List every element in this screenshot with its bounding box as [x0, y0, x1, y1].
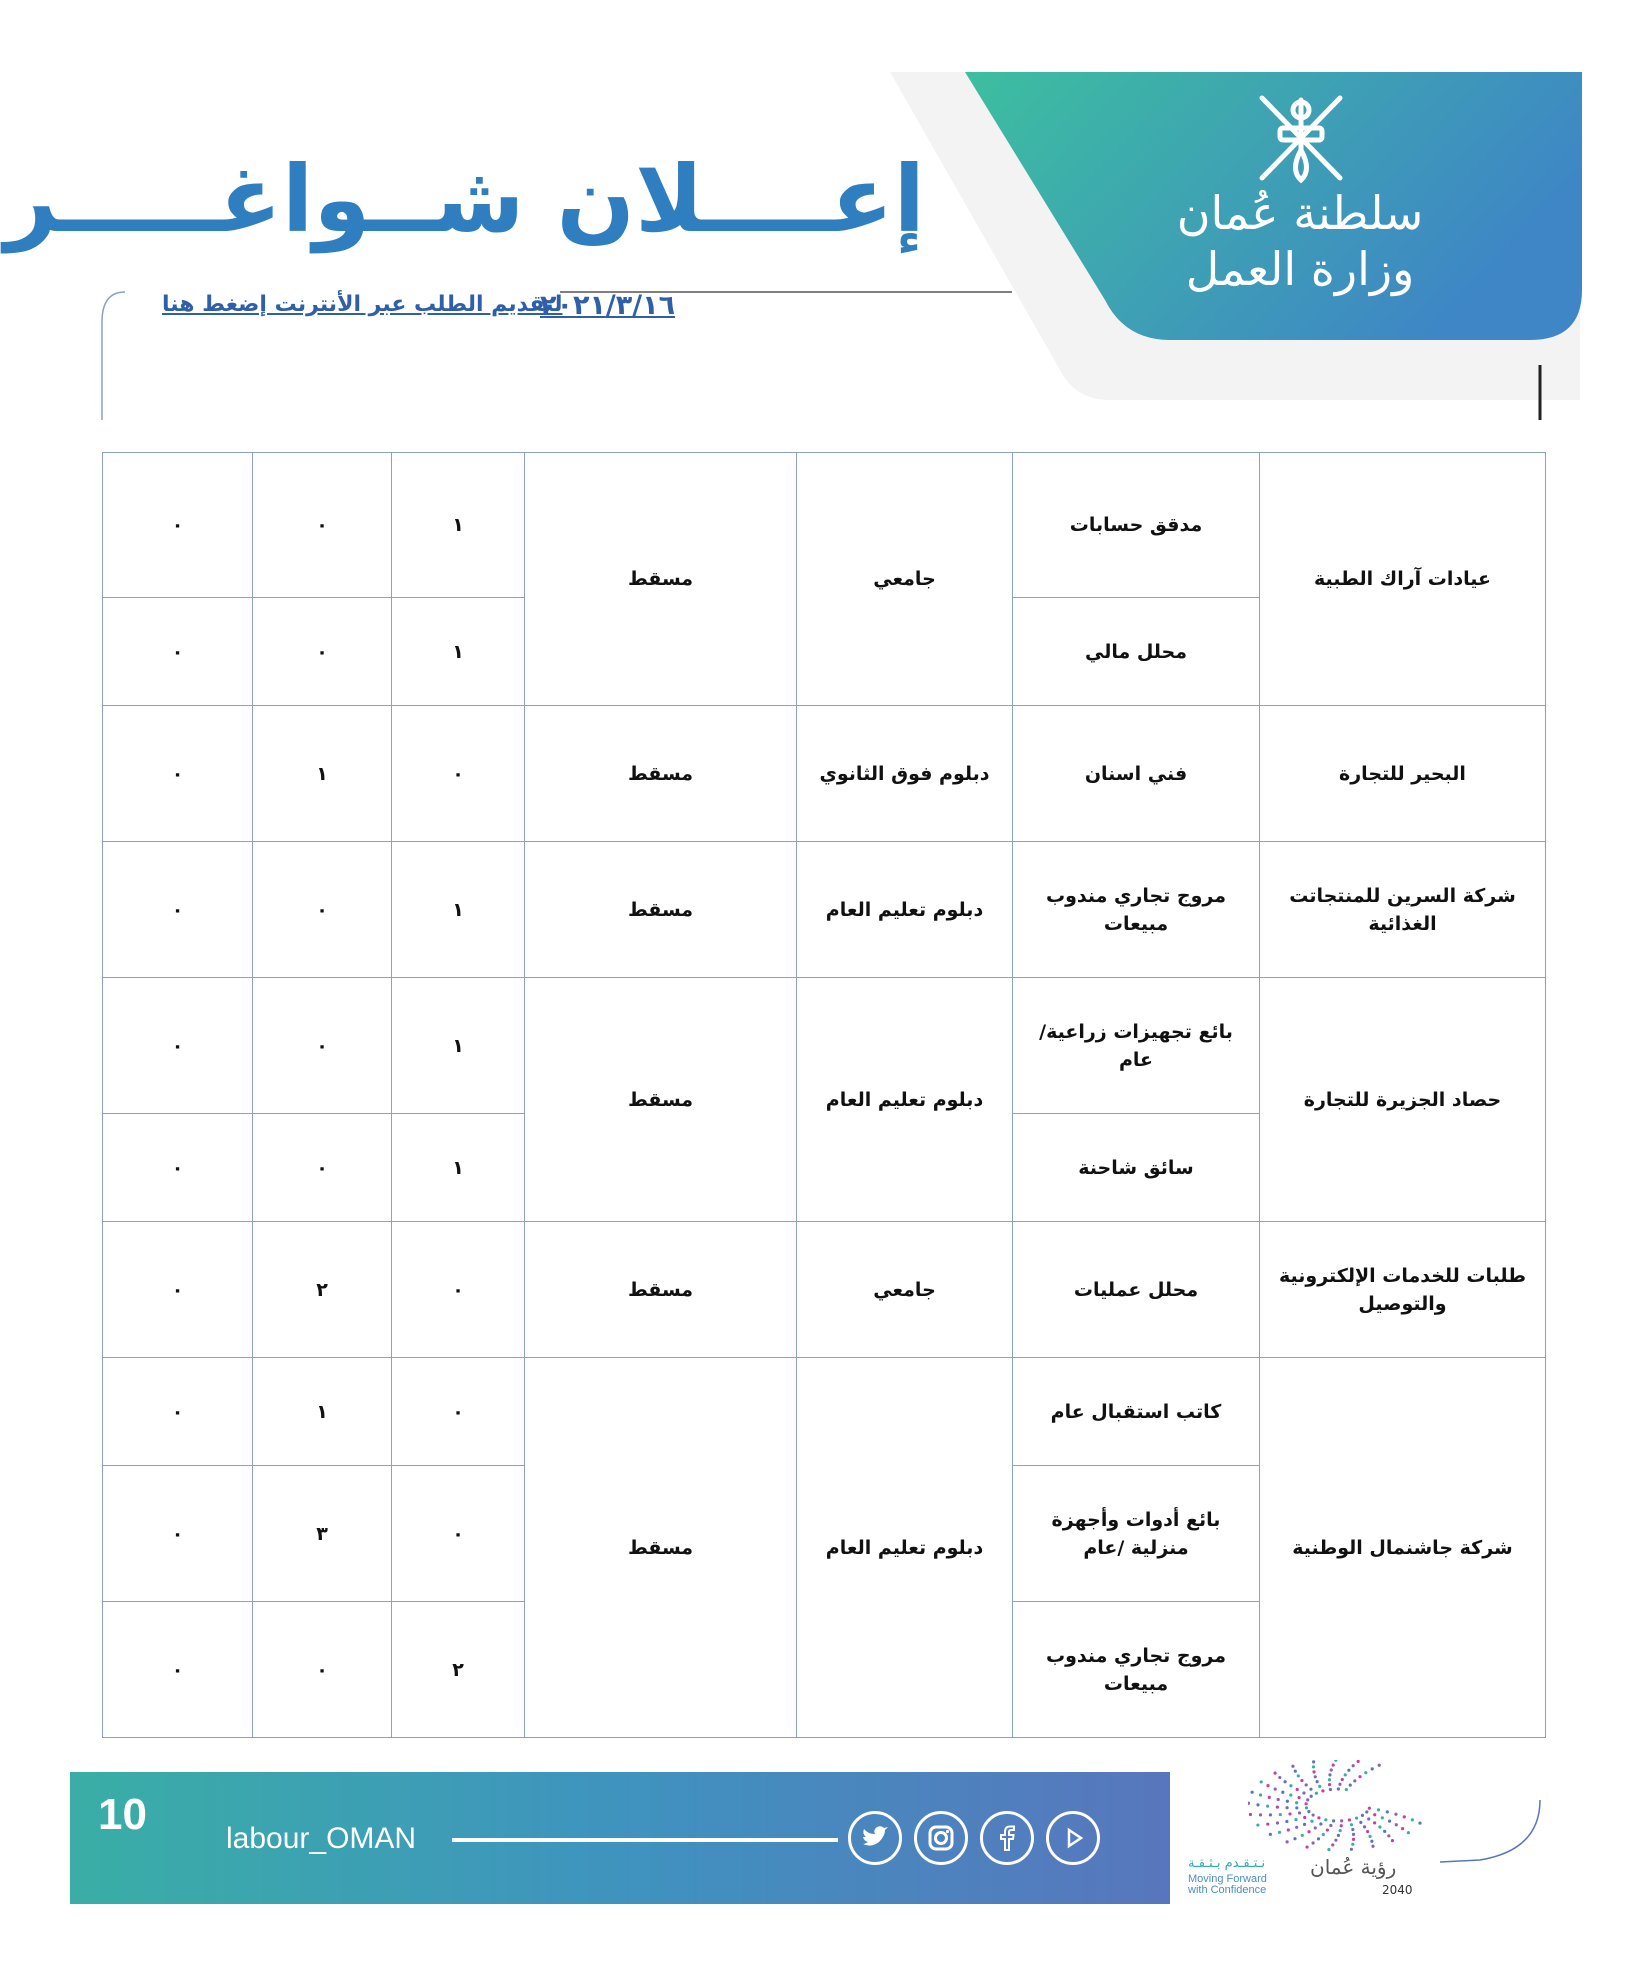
- tagline-english-line2: with Confidence: [1188, 1884, 1267, 1896]
- count-cell: ٠: [253, 453, 392, 598]
- announcement-date-link[interactable]: ٢٠٢١/٣/١٦: [540, 290, 676, 321]
- location-cell: مسقط: [525, 453, 797, 706]
- count-cell: ١: [392, 1114, 525, 1222]
- count-cell: ٠: [392, 1466, 525, 1602]
- location-cell: مسقط: [525, 842, 797, 978]
- handle-underline: [452, 1838, 838, 1842]
- social-handle: labour_OMAN: [226, 1822, 417, 1855]
- location-cell: مسقط: [525, 1358, 797, 1738]
- qualification-cell: جامعي: [797, 1222, 1013, 1358]
- count-cell: ٠: [392, 1222, 525, 1358]
- instagram-icon[interactable]: [914, 1811, 968, 1865]
- count-cell: ٠: [103, 706, 253, 842]
- company-cell: شركة جاشنمال الوطنية: [1260, 1358, 1546, 1738]
- job-title-cell: مروج تجاري مندوب مبيعات: [1013, 842, 1260, 978]
- ministry-name-line1: سلطنة عُمان: [1176, 186, 1424, 240]
- vacancies-table: [102, 452, 1546, 1738]
- company-cell: شركة السرين للمنتجاتت الغذائية: [1260, 842, 1546, 978]
- company-cell: حصاد الجزيرة للتجارة: [1260, 978, 1546, 1222]
- job-title-cell: محلل عمليات: [1013, 1222, 1260, 1358]
- company-cell: عيادات آراك الطبية: [1260, 453, 1546, 706]
- count-cell: ٠: [103, 1602, 253, 1738]
- qualification-cell: دبلوم فوق الثانوي: [797, 706, 1013, 842]
- job-title-cell: بائع أدوات وأجهزة منزلية /عام: [1013, 1466, 1260, 1602]
- count-cell: ٠: [253, 598, 392, 706]
- company-cell: البحير للتجارة: [1260, 706, 1546, 842]
- left-frame-line: [102, 292, 125, 420]
- ministry-name-line2: وزارة العمل: [1185, 242, 1415, 296]
- vision-2040-emblem-icon: [1248, 1760, 1448, 1860]
- count-cell: ٢: [253, 1222, 392, 1358]
- job-title-cell: مدقق حسابات: [1013, 453, 1260, 598]
- count-cell: ٠: [253, 1602, 392, 1738]
- qualification-cell: دبلوم تعليم العام: [797, 1358, 1013, 1738]
- table-row: [103, 706, 1546, 842]
- job-title-cell: بائع تجهيزات زراعية/عام: [1013, 978, 1260, 1114]
- twitter-icon[interactable]: [848, 1811, 902, 1865]
- count-cell: ٠: [103, 1114, 253, 1222]
- count-cell: ٠: [103, 453, 253, 598]
- facebook-icon[interactable]: [980, 1811, 1034, 1865]
- page-number: 10: [98, 1790, 147, 1839]
- footer-frame-curve: [1440, 1800, 1550, 1880]
- count-cell: ٠: [103, 1222, 253, 1358]
- tagline-english: [1188, 1874, 1267, 1896]
- count-cell: ١: [392, 978, 525, 1114]
- ministry-logo-text: [1165, 185, 1435, 297]
- count-cell: ١: [253, 706, 392, 842]
- location-cell: مسقط: [525, 706, 797, 842]
- youtube-icon[interactable]: [1046, 1811, 1100, 1865]
- job-title-cell: محلل مالي: [1013, 598, 1260, 706]
- qualification-cell: دبلوم تعليم العام: [797, 842, 1013, 978]
- page-title: إعــــلان شــواغـــــر: [4, 146, 925, 253]
- count-cell: ٠: [253, 842, 392, 978]
- count-cell: ٠: [103, 1466, 253, 1602]
- count-cell: ٢: [392, 1602, 525, 1738]
- count-cell: ٠: [103, 598, 253, 706]
- location-cell: مسقط: [525, 978, 797, 1222]
- qualification-cell: دبلوم تعليم العام: [797, 978, 1013, 1222]
- vision-year: 2040: [1382, 1883, 1413, 1897]
- count-cell: ١: [253, 1358, 392, 1466]
- count-cell: ٣: [253, 1466, 392, 1602]
- count-cell: ٠: [392, 706, 525, 842]
- tagline-english-line1: Moving Forward: [1188, 1873, 1267, 1885]
- table-row: [103, 842, 1546, 978]
- count-cell: ٠: [103, 842, 253, 978]
- job-title-cell: فني اسنان: [1013, 706, 1260, 842]
- count-cell: ١: [392, 598, 525, 706]
- table-row: [103, 1222, 1546, 1358]
- job-title-cell: سائق شاحنة: [1013, 1114, 1260, 1222]
- vision-logo-text: رؤية عُمان: [1310, 1855, 1397, 1879]
- count-cell: ١: [392, 842, 525, 978]
- count-cell: ٠: [253, 1114, 392, 1222]
- count-cell: ٠: [103, 978, 253, 1114]
- job-title-cell: مروج تجاري مندوب مبيعات: [1013, 1602, 1260, 1738]
- count-cell: ٠: [392, 1358, 525, 1466]
- qualification-cell: جامعي: [797, 453, 1013, 706]
- count-cell: ٠: [253, 978, 392, 1114]
- table-row: [103, 978, 1546, 1114]
- apply-online-link[interactable]: لتقديم الطلب عبر الأنترنت إضغط هنا: [162, 292, 563, 317]
- table-row: [103, 453, 1546, 598]
- tagline-arabic: نـتـقـدم بـثـقـة: [1188, 1856, 1266, 1871]
- table-row: [103, 1358, 1546, 1466]
- company-cell: طلبات للخدمات الإلكترونية والتوصيل: [1260, 1222, 1546, 1358]
- count-cell: ٠: [103, 1358, 253, 1466]
- location-cell: مسقط: [525, 1222, 797, 1358]
- job-title-cell: كاتب استقبال عام: [1013, 1358, 1260, 1466]
- count-cell: ١: [392, 453, 525, 598]
